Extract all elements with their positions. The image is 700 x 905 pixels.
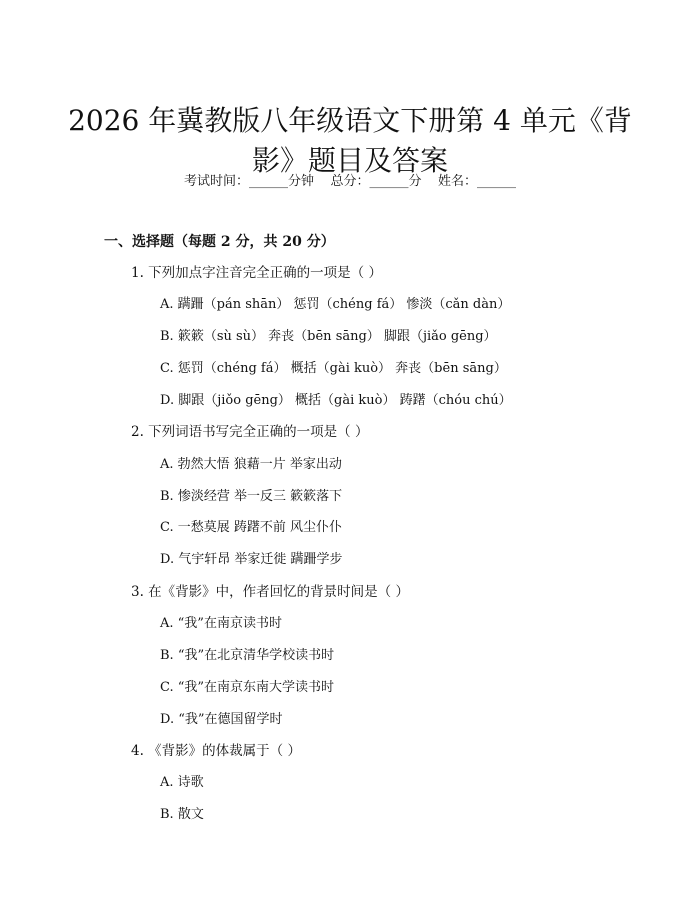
question-1-option-d: D. 脚跟（jiǒo gēng） 概括（gài kuò） 踌躇（chóu chú） [160, 393, 512, 408]
question-3-option-a: A. “我”在南京读书时 [160, 616, 282, 631]
question-2-option-a: A. 勃然大悟 狼藉一片 举家出动 [160, 457, 342, 472]
question-3-option-d: D. “我”在德国留学时 [160, 712, 283, 727]
question-1-option-a: A. 蹒跚（pán shān） 惩罚（chéng fá） 惨淡（cǎn dàn） [160, 297, 511, 312]
section-heading: 一、选择题（每题 2 分，共 20 分） [104, 234, 335, 250]
question-4-option-a: A. 诗歌 [160, 775, 204, 790]
question-2-option-c: C. 一愁莫展 踌躇不前 风尘仆仆 [160, 520, 343, 535]
question-4-option-b: B. 散文 [160, 807, 204, 822]
title-line-2: 影》题目及答案 [251, 143, 448, 177]
question-2-option-b: B. 惨淡经营 举一反三 簌簌落下 [160, 489, 343, 504]
question-3-option-b: B. “我”在北京清华学校读书时 [160, 648, 335, 663]
question-2-stem: 2. 下列词语书写完全正确的一项是（ ） [131, 424, 369, 440]
title-line-1: 2026 年冀教版八年级语文下册第 4 单元《背 [68, 103, 632, 137]
question-3-option-c: C. “我”在南京东南大学读书时 [160, 680, 335, 695]
exam-info-line: 考试时间：______分钟 总分：______分 姓名：______ [183, 174, 517, 189]
question-3-stem: 3. 在《背影》中，作者回忆的背景时间是（ ） [131, 584, 409, 600]
question-1-option-c: C. 惩罚（chéng fá） 概括（gài kuò） 奔丧（bēn sāng） [160, 361, 507, 376]
question-1-option-b: B. 簌簌（sù sù） 奔丧（bēn sāng） 脚跟（jiǎo gēng） [160, 329, 497, 344]
question-4-stem: 4. 《背影》的体裁属于（ ） [131, 743, 301, 759]
document-title [0, 101, 700, 181]
question-2-option-d: D. 气宇轩昂 举家迁徙 蹒跚学步 [160, 552, 343, 567]
question-1-stem: 1. 下列加点字注音完全正确的一项是（ ） [131, 265, 382, 281]
